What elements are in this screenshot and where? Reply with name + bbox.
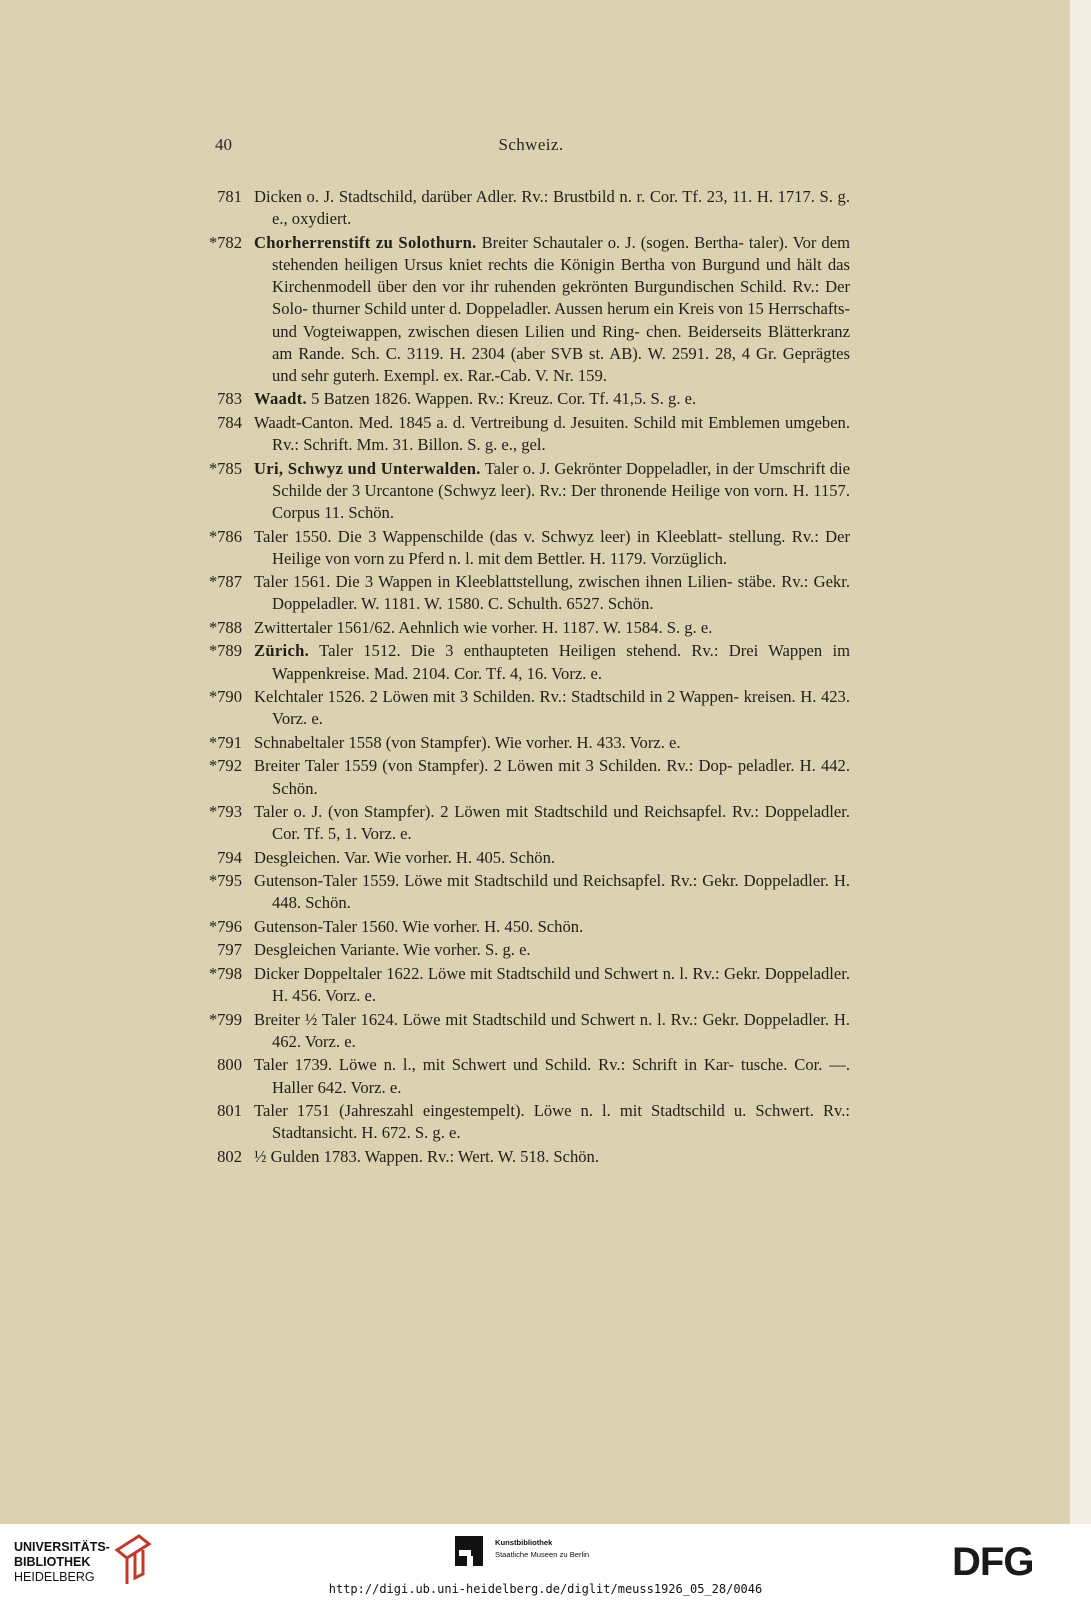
entry-line: kreisen. H. 423. Vorz. e. (272, 687, 851, 729)
kunstbibliothek-text (495, 1537, 589, 1561)
ub-line2: BIBLIOTHEK (14, 1555, 91, 1569)
entry-heading: Chorherrenstift zu Solothurn. (254, 232, 477, 252)
catalog-entry (190, 939, 850, 961)
entry-number: *787 (208, 572, 242, 592)
catalog-entry (190, 388, 850, 410)
entry-number: *785 (208, 458, 242, 478)
entry-heading: Zürich. (254, 641, 310, 661)
catalog-entries (190, 186, 850, 1169)
entry-line: thronende Heilige von vorn. H. 1157. Corpus 11. Schön. (272, 480, 850, 523)
entry-number: 801 (217, 1101, 242, 1121)
entry-number: 800 (217, 1055, 242, 1075)
entry-line: der Umschrift die Schilde der 3 Urcantone (Schwyz leer). Rv.: Der (272, 458, 850, 500)
catalog-entry (190, 732, 850, 754)
entry-text (254, 526, 850, 570)
entry-line: Breiter Schautaler o. J. (sogen. Bertha- (481, 232, 744, 252)
entry-number: 784 (217, 412, 242, 432)
catalog-entry (190, 1009, 850, 1053)
entry-number: 781 (217, 187, 242, 206)
entry-line: Taler 1739. Löwe n. l., mit Schwert und Schild. Rv.: Schrift in Kar- (254, 1055, 734, 1075)
entry-number: *796 (208, 916, 242, 936)
entry-line: stellung. Rv.: Der Heilige von vorn zu Pferd n. l. mit dem Bettler. (272, 526, 850, 568)
entry-number: 802 (217, 1146, 242, 1166)
catalog-entry (190, 412, 850, 456)
catalog-entry (190, 617, 850, 639)
entry-line: Dicker Doppeltaler 1622. Löwe mit Stadtschild und Schwert n. l. Rv.: (254, 963, 720, 983)
entry-text (254, 939, 850, 961)
entry-line: Tf. 23, 11. H. 1717. S. g. e., oxydiert. (272, 187, 850, 229)
entry-text (254, 186, 850, 230)
entry-text (254, 870, 850, 914)
entry-text (254, 458, 850, 525)
entry-heading: Uri, Schwyz und Unterwalden. (254, 458, 481, 478)
entry-number: *792 (208, 756, 242, 776)
catalog-entry (190, 916, 850, 938)
page-edge (1070, 0, 1091, 1524)
entry-number: *795 (208, 871, 242, 891)
catalog-entry (190, 526, 850, 570)
entry-line: Waadt-Canton. Med. 1845 a. d. Vertreibung d. Jesuiten. Schild mit (254, 412, 704, 432)
catalog-entry (190, 686, 850, 730)
entry-line: Breiter ½ Taler 1624. Löwe mit Stadtschild und Schwert n. l. Rv.: (254, 1009, 698, 1029)
entry-line: 15 Herrschafts- und Vogteiwappen, zwischen diesen Lilien und Ring- (272, 299, 850, 341)
catalog-entry (190, 1100, 850, 1144)
entry-line: Taler 1550. Die 3 Wappenschilde (das v. Schwyz leer) in Kleeblatt- (254, 526, 723, 546)
entry-line: 5 Batzen 1826. Wappen. Rv.: Kreuz. Cor. Tf. 41,5. S. g. e. (311, 389, 697, 409)
entry-line: peladler. H. 442. Schön. (272, 756, 850, 798)
entry-line: Zwittertaler 1561/62. Aehnlich wie vorher. H. 1187. W. 1584. S. g. e. (254, 617, 713, 637)
entry-number: 797 (217, 940, 242, 960)
catalog-entry (190, 1146, 850, 1168)
entry-text (254, 617, 850, 639)
entry-number: *788 (208, 617, 242, 637)
entry-line: Bertha von Burgund und hält das Kirchenmodell über den vor (272, 254, 850, 297)
entry-number: *786 (208, 526, 242, 546)
entry-line: H. 1179. Vorzüglich. (589, 548, 728, 568)
page-header (215, 135, 847, 161)
entry-line: Exempl. ex. Rar.-Cab. V. Nr. 159. (383, 365, 607, 385)
entry-text (254, 388, 850, 410)
entry-number: *791 (208, 732, 242, 752)
entry-line: Taler o. J. Gekrönter Doppeladler, in (484, 458, 729, 478)
entry-number: *798 (208, 963, 242, 983)
footer-bar (0, 1524, 1091, 1603)
entry-line: Desgleichen Variante. Wie vorher. S. g. e. (254, 940, 531, 960)
entry-line: Gutenson-Taler 1559. Löwe mit Stadtschild und Reichsapfel. Rv.: Gekr. (254, 871, 739, 891)
entry-text (254, 571, 850, 615)
catalog-entry (190, 1054, 850, 1098)
entry-line: Wappen im Wappenkreise. Mad. 2104. Cor. Tf. 4, 16. Vorz. e. (272, 641, 850, 683)
entry-text (254, 963, 850, 1007)
catalog-entry (190, 232, 850, 387)
entry-line: Taler 1751 (Jahreszahl eingestempelt). Löwe n. l. mit Stadtschild u. (254, 1101, 747, 1121)
catalog-entry (190, 847, 850, 869)
entry-line: tusche. Cor. —. Haller 642. Vorz. e. (272, 1055, 851, 1097)
ub-logo-text (14, 1540, 110, 1585)
entry-text (254, 1100, 850, 1144)
running-head: Schweiz. (498, 135, 564, 154)
catalog-entry (190, 186, 850, 230)
entry-line: Gutenson-Taler 1560. Wie vorher. H. 450. Schön. (254, 916, 584, 936)
entry-line: Taler 1512. Die 3 enthaupteten Heiligen stehend. Rv.: Drei (319, 641, 759, 661)
entry-line: taler). Vor dem stehenden heiligen Ursus kniet rechts die Königin (272, 232, 850, 274)
entry-line: Kelchtaler 1526. 2 Löwen mit 3 Schilden. Rv.: Stadtschild in 2 Wappen- (254, 687, 740, 707)
entry-line: ½ Gulden 1783. Wappen. Rv.: Wert. W. 518. Schön. (254, 1146, 600, 1166)
entry-line: Taler 1561. Die 3 Wappen in Kleeblattstellung, zwischen ihnen Lilien- (254, 572, 733, 592)
dfg-logo-text: DFG (952, 1542, 1034, 1580)
entry-line: stäbe. Rv.: Gekr. Doppeladler. W. 1181. W. 1580. C. Schulth. 6527. (272, 572, 850, 614)
entry-line: Schön. (607, 594, 654, 614)
catalog-entry (190, 801, 850, 845)
source-url[interactable]: http://digi.ub.uni-heidelberg.de/diglit/meuss1926_05_28/0046 (328, 1582, 763, 1596)
entry-line: chen. Beiderseits Blätterkranz am Rande. Sch. C. 3119. H. 2304 (272, 321, 850, 363)
entry-number: *789 (208, 641, 242, 661)
entry-line: Schwert. Rv.: Stadtansicht. H. 672. S. g. e. (272, 1101, 851, 1143)
entry-line: Gekr. Doppeladler. H. 456. Vorz. e. (272, 963, 850, 1006)
catalog-entry (190, 870, 850, 914)
ub-line1: UNIVERSITÄTS- (14, 1540, 110, 1554)
entry-line: ihr ruhenden gekrönten Burgundischen Schild. Rv.: Der Solo- (272, 277, 851, 319)
entry-number: *790 (208, 687, 242, 707)
catalog-entry (190, 963, 850, 1007)
entry-line: Schnabeltaler 1558 (von Stampfer). Wie vorher. H. 433. Vorz. e. (254, 732, 681, 752)
entry-text (254, 412, 850, 456)
kb-title: Kunstbibliothek (495, 1538, 553, 1547)
entry-text (254, 640, 850, 684)
entry-text (254, 755, 850, 799)
entry-line: Emblemen umgeben. Rv.: Schrift. Mm. 31. Billon. S. g. e., gel. (272, 412, 851, 455)
entry-text (254, 1146, 850, 1168)
entry-text (254, 1009, 850, 1053)
entry-line: Gekr. Doppeladler. H. 462. Vorz. e. (272, 1009, 851, 1051)
entry-line: Desgleichen. Var. Wie vorher. H. 405. Schön. (254, 847, 556, 867)
entry-text (254, 732, 850, 754)
entry-text (254, 1054, 850, 1098)
entry-text (254, 847, 850, 869)
ub-line3: HEIDELBERG (14, 1570, 95, 1584)
ub-mark-icon (109, 1530, 159, 1586)
catalog-entry (190, 571, 850, 615)
entry-text (254, 232, 850, 387)
entry-line: Breiter Taler 1559 (von Stampfer). 2 Löwen mit 3 Schilden. Rv.: Dop- (254, 756, 733, 776)
catalog-entry (190, 755, 850, 799)
kunstbibliothek-icon (455, 1536, 485, 1570)
entry-number: 783 (217, 389, 242, 409)
entry-number: 794 (217, 847, 242, 867)
entry-line: Dicken o. J. Stadtschild, darüber Adler. Rv.: Brustbild n. r. Cor. (254, 187, 678, 206)
entry-text (254, 686, 850, 730)
catalog-entry (190, 640, 850, 684)
entry-line: Doppeladler. H. 448. Schön. (272, 871, 851, 913)
entry-number: *799 (208, 1009, 242, 1029)
entry-number: *782 (208, 232, 242, 252)
catalog-entry (190, 458, 850, 525)
kb-subtitle: Staatliche Museen zu Berlin (495, 1550, 590, 1559)
entry-number: *793 (208, 802, 242, 822)
dfg-logo[interactable] (952, 1542, 1052, 1580)
entry-text (254, 801, 850, 845)
entry-line: Rv.: Doppeladler. Cor. Tf. 5, 1. Vorz. e. (272, 802, 850, 844)
entry-line: thurner Schild unter d. Doppeladler. Aussen herum ein Kreis von (312, 299, 744, 319)
entry-line: Taler o. J. (von Stampfer). 2 Löwen mit Stadtschild und Reichsapfel. (254, 802, 727, 822)
kunstbibliothek-logo[interactable] (455, 1536, 655, 1576)
entry-heading: Waadt. (254, 389, 307, 409)
entry-line: (aber SVB st. AB). W. 2591. 28, 4 Gr. Geprägtes und sehr guterh. (272, 343, 850, 385)
page-number: 40 (215, 135, 232, 154)
entry-text (254, 916, 850, 938)
